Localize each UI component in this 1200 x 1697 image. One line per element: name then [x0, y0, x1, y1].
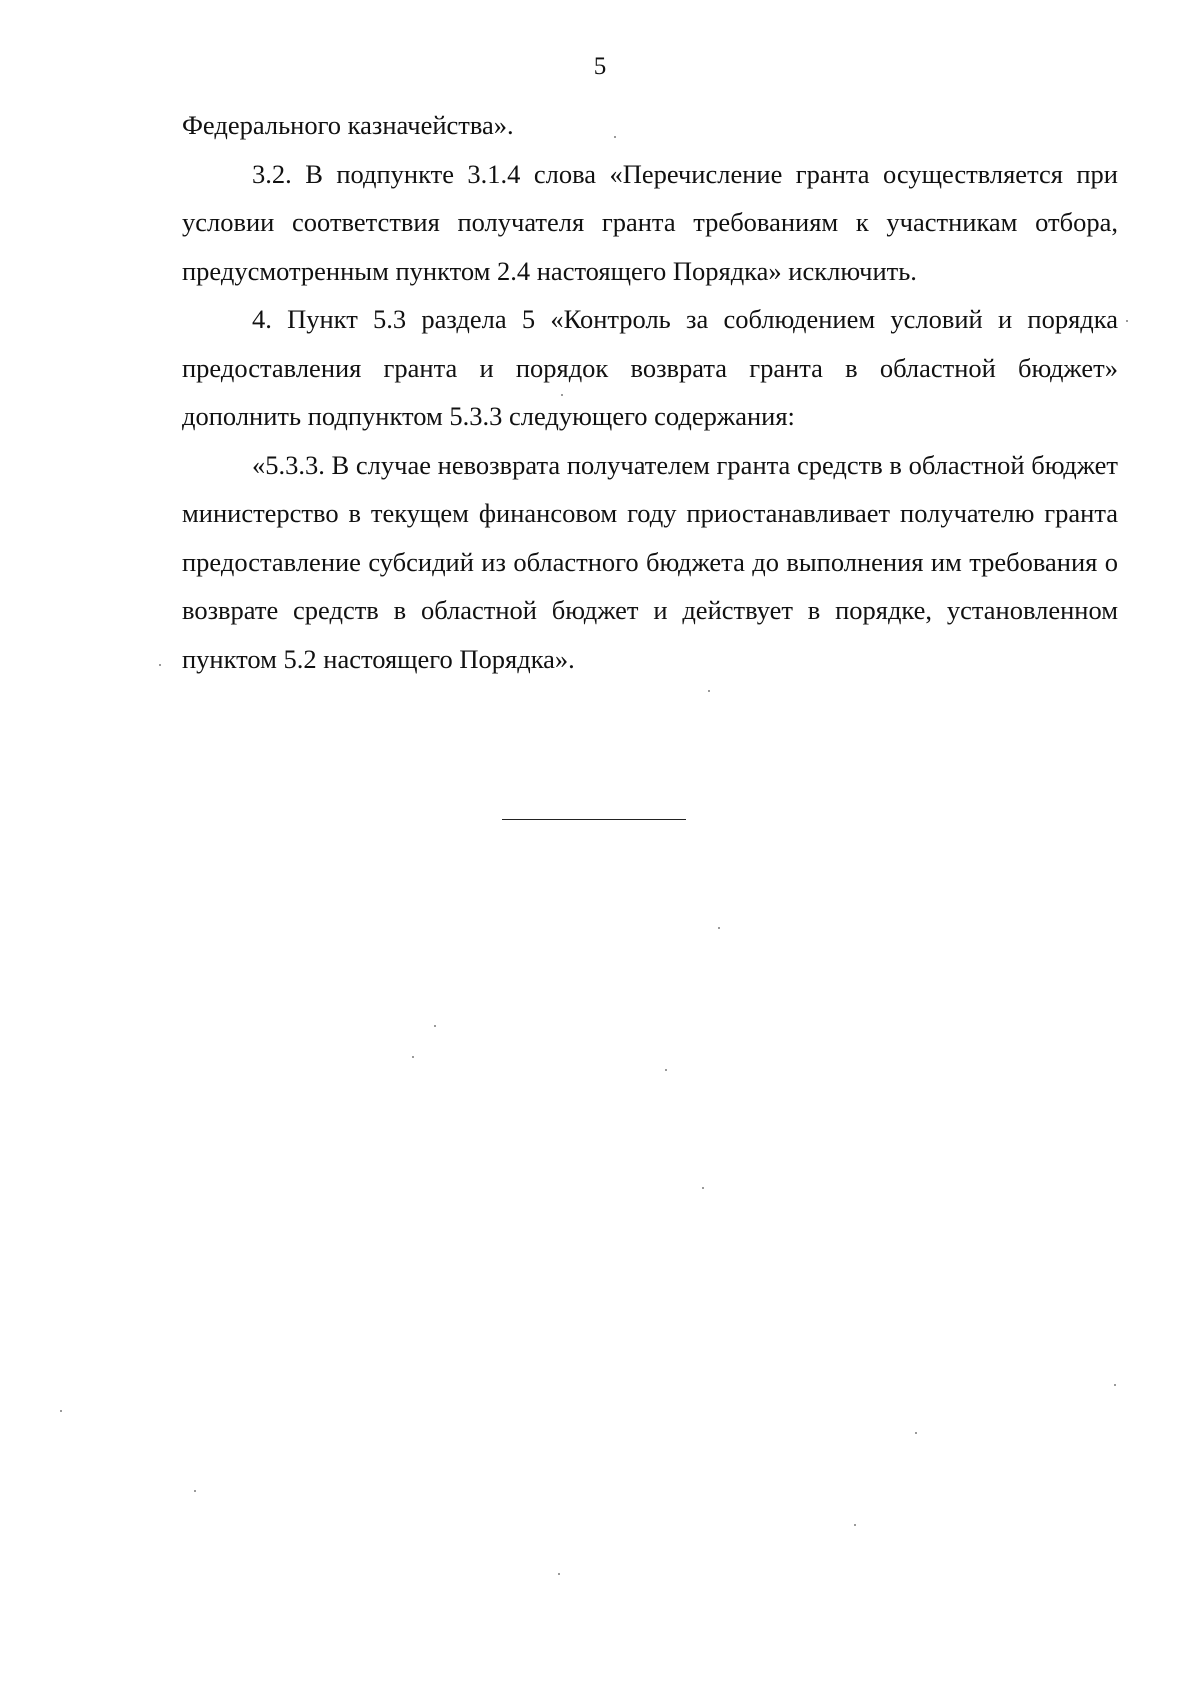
- scan-speck: [558, 1573, 560, 1575]
- scan-speck: [60, 1410, 62, 1412]
- scan-speck: [708, 690, 710, 692]
- end-of-text-rule: [502, 819, 686, 820]
- scan-speck: [412, 1056, 414, 1058]
- scan-speck: [1126, 320, 1128, 322]
- scan-speck: [915, 1432, 917, 1434]
- scan-speck: [194, 1490, 196, 1492]
- scan-speck: [854, 1524, 856, 1526]
- scan-speck: [665, 1069, 667, 1071]
- document-body: [182, 101, 1118, 683]
- scan-speck: [1114, 1384, 1116, 1386]
- paragraph-3-2: 3.2. В подпункте 3.1.4 слова «Перечисление гранта осуществляется при условии соответствия получателя гранта требованиям к участникам отбора, предусмотренным пунктом 2.4 настоящего Порядка» исключить.: [182, 158, 1118, 286]
- paragraph-continuation: Федерального казначейства».: [182, 110, 514, 140]
- scan-speck: [614, 136, 616, 138]
- scan-speck: [434, 1025, 436, 1027]
- scan-speck: [159, 664, 161, 666]
- scan-speck: [702, 1187, 704, 1189]
- scan-speck: [718, 927, 720, 929]
- page-number: 5: [593, 53, 607, 80]
- paragraph-5-3-3: «5.3.3. В случае невозврата получателем гранта средств в областной бюджет министерство в текущем финансовом году приостанавливает получателю гранта предоставление субсидий из областного бюджета до выполнения им требования о возврате средств в областной бюджет и действует в порядке, установленном пунктом 5.2 настоящего Порядка».: [182, 449, 1118, 674]
- paragraph-4: 4. Пункт 5.3 раздела 5 «Контроль за соблюдением условий и порядка предоставления гранта и порядок возврата гранта в областной бюджет» дополнить подпунктом 5.3.3 следующего содержания:: [182, 304, 1118, 431]
- scan-speck: [561, 394, 563, 396]
